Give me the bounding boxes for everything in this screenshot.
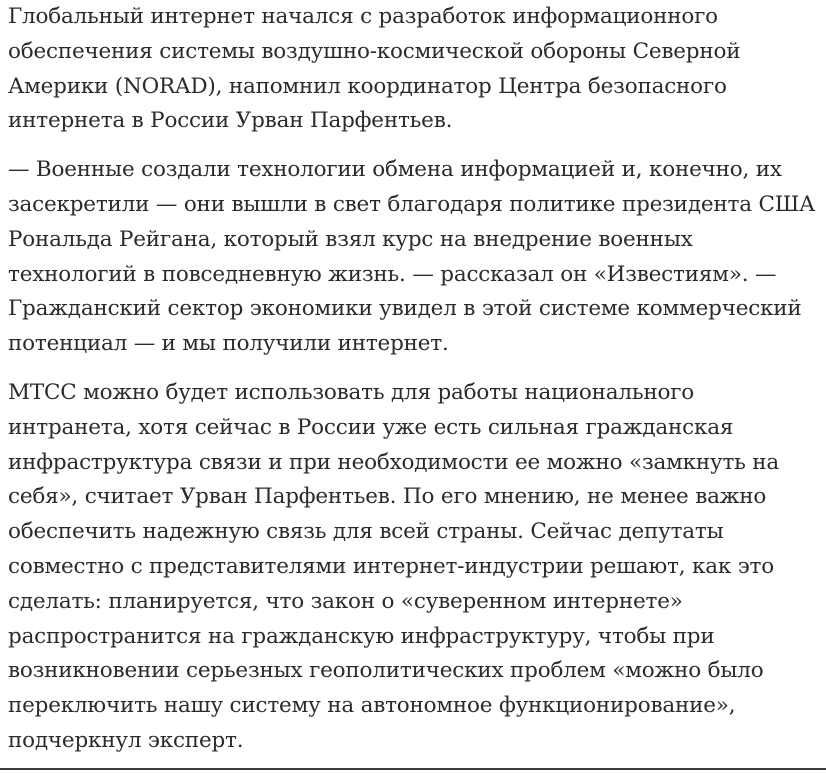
paragraph-mtss-intranet: МТСС можно будет использовать для работы национального интранета, хотя сейчас в России уже есть сильная гражданская инфраструктура связи и при необходимости ее можно «замкнуть на себя», считает Урван Парфентьев. По его мнению, не менее важно обеспечить надежную связь для всей страны. Сейчас депутаты совместно с представителями интернет-индустрии решают, как это сделать: планируется, что закон о «суверенном интернете» распространится на гражданскую инфраструктуру, чтобы при возникновении серьезных геополитических проблем «можно было переключить нашу систему на автономное функционирование», подчеркнул эксперт. — [8, 379, 780, 753]
article-body — [8, 0, 820, 773]
paragraph-military-quote: — Военные создали технологии обмена информацией и, конечно, их засекретили — они вышли в свет благодаря политике президента США Рональда Рейгана, который взял курс на внедрение военных технологий в повседневную жизнь. — рассказал он «Известиям». — Гражданский сектор экономики увидел в этой системе коммерческий потенциал — и мы получили интернет. — [8, 157, 816, 357]
paragraph-norad-origin: Глобальный интернет начался с разработок информационного обеспечения системы воздушно-космической обороны Северной Америки (NORAD), напомнил координатор Центра безопасного интернета в России Урван Парфентьев. — [8, 4, 741, 134]
